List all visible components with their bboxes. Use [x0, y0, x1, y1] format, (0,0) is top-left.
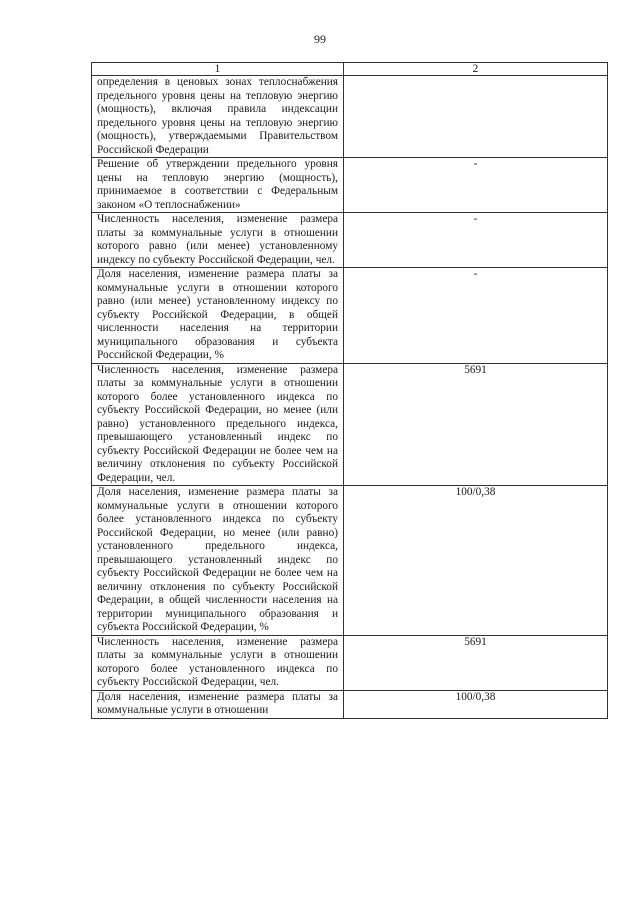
page-number: 99	[314, 32, 326, 46]
row-description: Численность населения, изменение размера платы за коммунальные услуги в отношении которого более установленного индекса по субъекту Российской Федерации, но менее (или равно) установленного предельного индекса, превышающего установленный индекс по субъекту Российской Федерации не более чем на величину отклонения по субъекту Российской Федерации, чел.	[92, 363, 344, 486]
table-header-row	[92, 63, 608, 76]
row-value: 5691	[344, 635, 608, 690]
table-row	[92, 76, 608, 158]
row-value: -	[344, 268, 608, 364]
table-row	[92, 635, 608, 690]
table-row	[92, 268, 608, 364]
row-value: 100/0,38	[344, 690, 608, 718]
table-row	[92, 158, 608, 213]
table-row	[92, 690, 608, 718]
row-value: 5691	[344, 363, 608, 486]
table-row	[92, 486, 608, 636]
row-description: Доля населения, изменение размера платы за коммунальные услуги в отношении которого более установленного индекса по субъекту Российской Федерации, но менее (или равно) установленного предельного индекса, превышающего установленный индекс по субъекту Российской Федерации не более чем на величину отклонения по субъекту Российской Федерации, в общей численности населения на территории муниципального образования и субъекта Российской Федерации, %	[92, 486, 344, 636]
row-description: Численность населения, изменение размера платы за коммунальные услуги в отношении которого более установленного индекса по субъекту Российской Федерации, чел.	[92, 635, 344, 690]
data-table	[91, 62, 608, 719]
table-row	[92, 363, 608, 486]
row-description: Доля населения, изменение размера платы за коммунальные услуги в отношении которого равно (или менее) установленному индексу по субъекту Российской Федерации, в общей численности населения на территории муниципального образования и субъекта Российской Федерации, %	[92, 268, 344, 364]
column-header-1: 1	[92, 63, 344, 76]
row-description: Численность населения, изменение размера платы за коммунальные услуги в отношении которого равно (или менее) установленному индексу по субъекту Российской Федерации, чел.	[92, 213, 344, 268]
row-value: -	[344, 213, 608, 268]
row-description: определения в ценовых зонах теплоснабжения предельного уровня цены на тепловую энергию (мощность), включая правила индексации предельного уровня цены на тепловую энергию (мощность), утверждаемыми Правительством Российской Федерации	[92, 76, 344, 158]
row-value: -	[344, 158, 608, 213]
row-description: Решение об утверждении предельного уровня цены на тепловую энергию (мощность), принимаемое в соответствии с Федеральным законом «О теплоснабжении»	[92, 158, 344, 213]
table-row	[92, 213, 608, 268]
column-header-2: 2	[344, 63, 608, 76]
row-value	[344, 76, 608, 158]
row-description: Доля населения, изменение размера платы за коммунальные услуги в отношении	[92, 690, 344, 718]
row-value: 100/0,38	[344, 486, 608, 636]
